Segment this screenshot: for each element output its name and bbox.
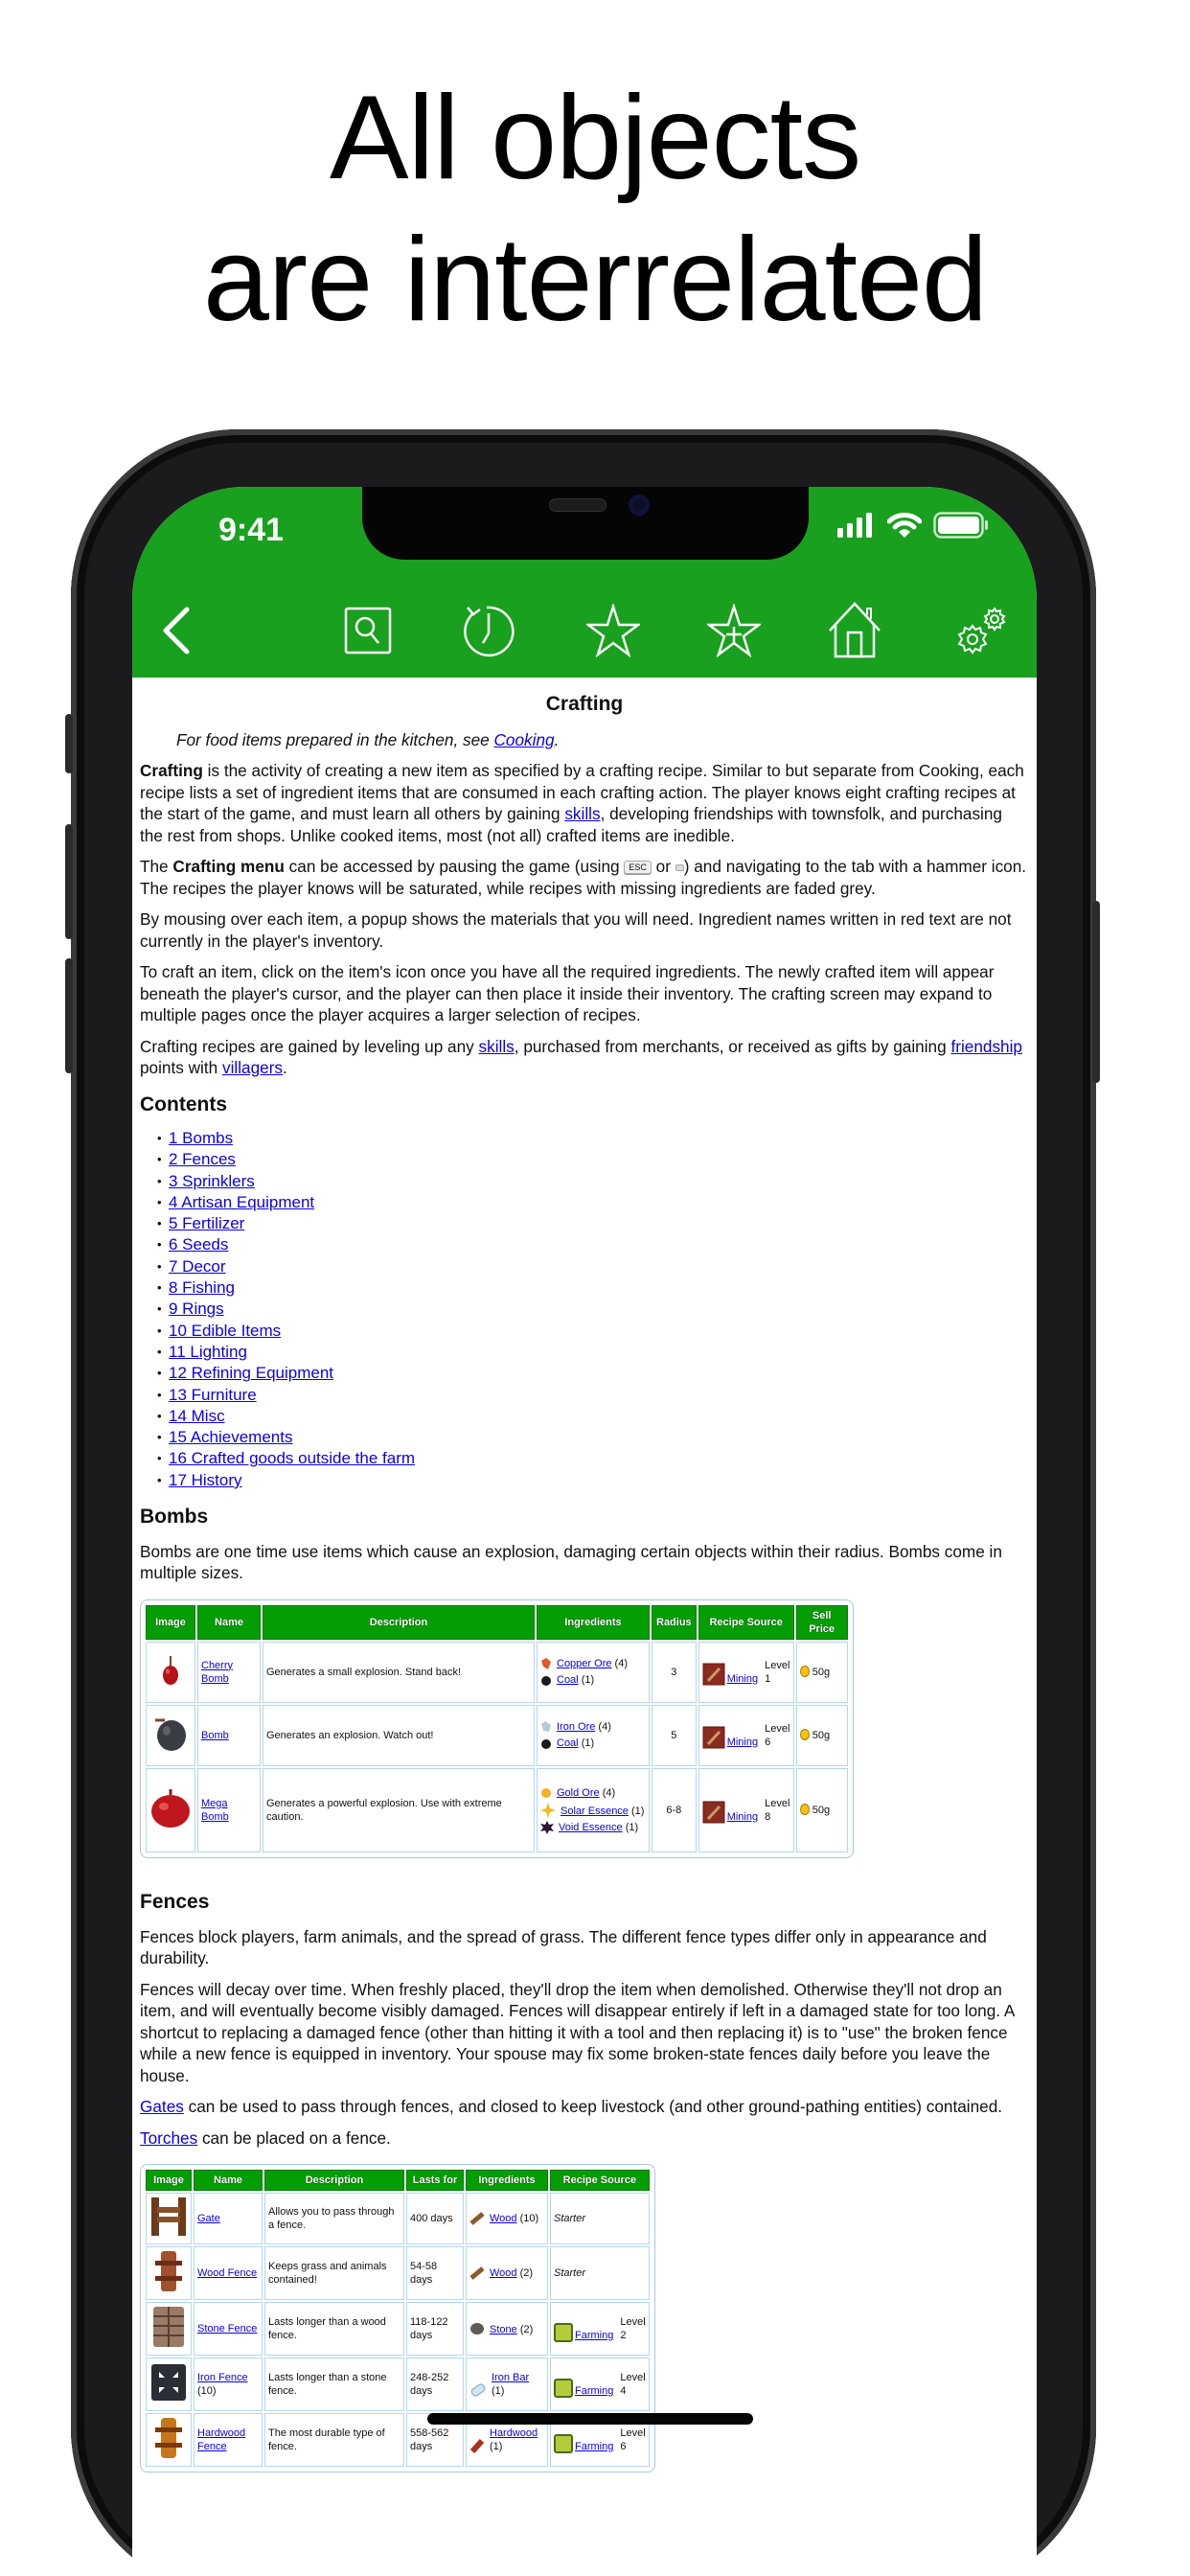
table-row: Gate Allows you to pass through a fence. 400 days Wood (10) Starter xyxy=(146,2193,650,2244)
search-icon xyxy=(344,607,392,655)
torches-link[interactable]: Torches xyxy=(140,2128,198,2148)
mute-switch xyxy=(65,714,73,773)
toc-item: • 14 Misc xyxy=(169,1406,1029,1427)
article-content xyxy=(140,686,1029,2576)
status-time: 9:41 xyxy=(218,512,285,548)
toc-item: • 3 Sprinklers xyxy=(169,1171,1029,1192)
front-camera xyxy=(629,494,650,516)
bombs-heading: Bombs xyxy=(140,1506,209,1529)
copper-ore-icon xyxy=(540,1657,552,1670)
power-button xyxy=(1092,901,1100,1083)
fences-paragraph-2: Fences will decay over time. When freshly placed, they'll drop the item when demolished. Otherwise they'll not drop an item, and will eventually become visibly damaged. Fences will disappear entirely if left in a damaged state for too long. A shortcut to replacing a damaged fence (other than hitting it with a tool and then replacing it) is to "use" the broken fence while a new fence is equipped in inventory. Your spouse may fix some broken-state fences daily before you leave the house. xyxy=(140,1979,1015,2085)
gates-link[interactable]: Gates xyxy=(140,2097,184,2117)
speaker-grille xyxy=(549,498,606,512)
toc-item: • 15 Achievements xyxy=(169,1427,1029,1448)
farming-skill-icon xyxy=(554,2379,573,2398)
toc-item: • 10 Edible Items xyxy=(169,1321,1029,1342)
toc-item: • 6 Seeds xyxy=(169,1234,1029,1255)
star-icon xyxy=(586,604,640,657)
toc-item: • 11 Lighting xyxy=(169,1342,1029,1363)
toc-item: • 17 History xyxy=(169,1470,1029,1491)
fences-table-wrapper xyxy=(140,2164,655,2472)
toc-item: • 2 Fences xyxy=(169,1149,1029,1170)
table-row: Hardwood Fence The most durable type of fence. 558-562 days Hardwood (1) Farming Level 6 xyxy=(146,2413,650,2467)
headline-line-1: All objects xyxy=(329,72,861,204)
device-notch xyxy=(362,487,809,560)
gates-paragraph: Gates can be used to pass through fences, and closed to keep livestock (and other ground-pathing entities) contained. xyxy=(140,2097,1003,2117)
intro-paragraph: Crafting is the activity of creating a new item as specified by a crafting recipe. Similar to but separate from Cooking, each recipe lists a set of ingredient items that are consumed in each crafting action. The player knows eight crafting recipes at the start of the game, and must learn all others by gaining skills, developing friendships with townsfolk, and purchasing the rest from shops. Unlike cooked items, most (not all) crafted items are inedible. xyxy=(140,761,1024,845)
toc-item: • 16 Crafted goods outside the farm xyxy=(169,1448,1029,1469)
star-plus-icon xyxy=(707,604,761,657)
crafting-menu-paragraph: The Crafting menu can be accessed by pausing the game (using ESC or ) and navigating to the tab with a hammer icon. The recipes the player knows will be saturated, while recipes with missing ingredients are faded grey. xyxy=(140,857,1027,898)
home-indicator[interactable] xyxy=(427,2413,753,2425)
status-icons xyxy=(837,512,989,539)
hatnote: For food items prepared in the kitchen, see Cooking. xyxy=(176,729,560,749)
home-icon xyxy=(827,602,882,659)
hardwood-fence-icon xyxy=(149,2416,188,2460)
stone-fence-icon xyxy=(149,2305,188,2349)
toc-item: • 13 Furniture xyxy=(169,1385,1029,1406)
toc-item: • 1 Bombs xyxy=(169,1128,1029,1149)
friendship-link[interactable]: friendship xyxy=(950,1036,1022,1056)
marketing-headline xyxy=(0,67,1190,351)
stone-icon xyxy=(469,2321,485,2336)
search-button[interactable] xyxy=(337,592,399,669)
table-row: Bomb Generates an explosion. Watch out! Iron Ore (4) Coal (1) 5 Mining Level 6 50g xyxy=(146,1705,848,1766)
gold-coin-icon xyxy=(800,1729,810,1740)
recipes-paragraph: Crafting recipes are gained by leveling up any skills, purchased from merchants, or received as gifts by gaining friendship points with villagers. xyxy=(140,1036,1022,1077)
item-name-link[interactable]: Cherry Bomb xyxy=(201,1659,234,1685)
cooking-link[interactable]: Cooking xyxy=(493,729,555,749)
fences-paragraph-1: Fences block players, farm animals, and the spread of grass. The different fence types differ only in appearance and durability. xyxy=(140,1926,987,1968)
gold-coin-icon xyxy=(800,1666,810,1677)
toc-item: • 7 Decor xyxy=(169,1256,1029,1277)
table-header-row: Image Name Description Ingredients Radius Recipe Source Sell Price xyxy=(146,1605,848,1640)
mining-skill-icon xyxy=(702,1726,725,1749)
villagers-link[interactable]: villagers xyxy=(221,1058,284,1077)
table-header-row: Image Name Description Lasts for Ingredients Recipe Source xyxy=(146,2170,650,2191)
app-header xyxy=(132,487,1037,678)
history-button[interactable] xyxy=(458,592,519,669)
toc-item: • 5 Fertilizer xyxy=(169,1213,1029,1234)
craft-paragraph: To craft an item, click on the item's icon once you have all the required ingredients. The newly crafted item will appear beneath the player's cursor, and the player can then place it inside their inventory. The crafting screen may expand to multiple pages once the player acquires a larger selection of recipes. xyxy=(140,962,995,1024)
iron-bar-icon xyxy=(469,2382,487,2398)
skills-link-2[interactable]: skills xyxy=(478,1036,515,1056)
history-clock-icon xyxy=(460,602,517,659)
settings-button[interactable] xyxy=(952,592,1014,669)
coal-icon xyxy=(540,1736,552,1750)
bombs-intro: Bombs are one time use items which cause an explosion, damaging certain objects within their radius. Bombs come in multiple sizes. xyxy=(140,1541,1002,1583)
mining-skill-icon xyxy=(702,1663,725,1686)
chevron-left-icon xyxy=(160,606,193,656)
volume-down-button xyxy=(65,958,73,1073)
torches-paragraph: Torches can be placed on a fence. xyxy=(140,2128,391,2148)
gold-ore-icon xyxy=(540,1786,552,1800)
mega-bomb-icon xyxy=(149,1787,192,1829)
wood-icon xyxy=(469,2266,485,2280)
headline-line-2: are interrelated xyxy=(202,214,988,346)
farming-skill-icon xyxy=(554,2434,573,2453)
bomb-icon xyxy=(151,1714,190,1753)
iron-fence-icon xyxy=(149,2360,188,2404)
table-row: Mega Bomb Generates a powerful explosion. Use with extreme caution. Gold Ore (4) Solar Essence (1) Void Essence (1) 6-8 Mining Level 8 50g xyxy=(146,1768,848,1852)
mining-skill-icon xyxy=(702,1801,725,1824)
controller-button-icon xyxy=(675,864,684,871)
bombs-table xyxy=(144,1603,850,1854)
mouse-paragraph: By mousing over each item, a popup shows the materials that you will need. Ingredient names written in red text are not currently in the player's inventory. xyxy=(140,909,1012,951)
item-name-link[interactable]: Bomb xyxy=(201,1729,229,1741)
skills-link[interactable]: skills xyxy=(564,804,601,823)
contents-heading: Contents xyxy=(140,1092,227,1116)
table-row: Cherry Bomb Generates a small explosion. Stand back! Copper Ore (4) Coal (1) 3 Mining Level 1 50g xyxy=(146,1642,848,1703)
favorites-button[interactable] xyxy=(583,592,644,669)
table-row: Stone Fence Lasts longer than a wood fence. 118-122 days Stone (2) Farming Level 2 xyxy=(146,2302,650,2356)
item-name-link[interactable]: Mega Bomb xyxy=(201,1797,229,1823)
navigation-toolbar xyxy=(132,592,1037,669)
toc-item: • 4 Artisan Equipment xyxy=(169,1192,1029,1213)
table-row: Iron Fence (10) Lasts longer than a stone fence. 248-252 days Iron Bar (1) Farming Level 4 xyxy=(146,2358,650,2411)
wood-fence-icon xyxy=(149,2249,188,2293)
farming-skill-icon xyxy=(554,2323,573,2342)
gold-coin-icon xyxy=(800,1804,810,1815)
bombs-table-wrapper xyxy=(140,1599,854,1858)
toc-item: • 8 Fishing xyxy=(169,1277,1029,1299)
home-button[interactable] xyxy=(824,592,885,669)
cherry-bomb-icon xyxy=(160,1654,181,1687)
solar-essence-icon xyxy=(540,1803,556,1818)
gears-icon xyxy=(953,601,1013,660)
toc-item: • 12 Refining Equipment xyxy=(169,1363,1029,1384)
wifi-icon xyxy=(887,512,922,539)
esc-key-icon: ESC xyxy=(624,861,652,874)
fences-heading: Fences xyxy=(140,1891,210,1914)
volume-up-button xyxy=(65,824,73,939)
add-favorite-button[interactable] xyxy=(703,592,765,669)
hardwood-icon xyxy=(469,2438,485,2453)
void-essence-icon xyxy=(540,1821,554,1834)
gate-icon xyxy=(149,2196,188,2238)
page-title: Crafting xyxy=(545,693,624,715)
iron-ore-icon xyxy=(540,1720,552,1734)
table-of-contents xyxy=(140,1128,1029,1491)
wood-icon xyxy=(469,2212,485,2225)
table-row: Wood Fence Keeps grass and animals contained! 54-58 days Wood (2) Starter xyxy=(146,2246,650,2300)
toc-item: • 9 Rings xyxy=(169,1299,1029,1320)
coal-icon xyxy=(540,1673,552,1687)
back-button[interactable] xyxy=(146,592,207,669)
signal-icon xyxy=(837,513,876,538)
app-screen xyxy=(132,487,1037,2576)
battery-icon xyxy=(933,512,989,539)
